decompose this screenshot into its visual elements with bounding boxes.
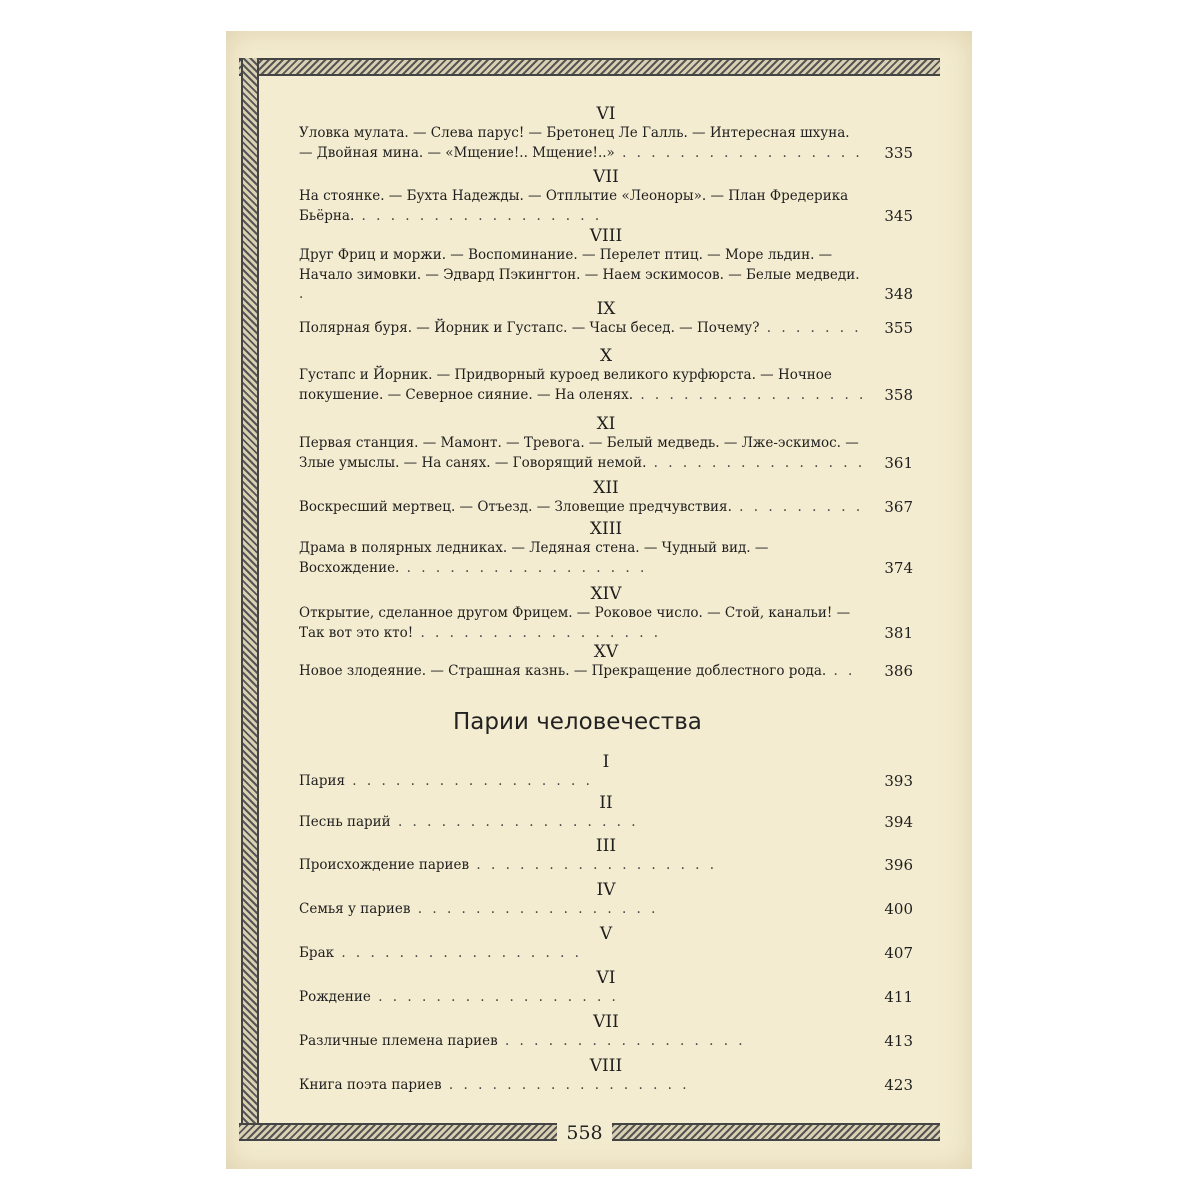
ornamental-border-bottom-right bbox=[612, 1123, 940, 1141]
page-number: 558 bbox=[566, 1122, 603, 1144]
chapter-title: Брак bbox=[299, 945, 335, 961]
chapter-title: Происхождение париев bbox=[299, 857, 470, 873]
chapter-numeral: III bbox=[595, 836, 617, 856]
chapter-entry bbox=[299, 813, 913, 833]
leader-dots: . . . . . . . . . . . . . . . . . bbox=[469, 857, 718, 873]
chapter-title: Книга поэта париев bbox=[299, 1077, 442, 1093]
toc-chapter bbox=[299, 104, 913, 163]
toc-chapter bbox=[299, 167, 913, 226]
toc-chapter bbox=[299, 968, 913, 1008]
chapter-entry bbox=[299, 772, 913, 792]
chapter-numeral: VIII bbox=[589, 226, 623, 246]
leader-dots: . . . . . . . . . . . . . . . . . bbox=[441, 1077, 690, 1093]
chapter-title: Пария bbox=[299, 773, 345, 789]
leader-dots: . . . . . . . . . . . . . . . . . bbox=[344, 773, 593, 789]
chapter-title: Рождение bbox=[299, 989, 371, 1005]
toc-chapter bbox=[299, 924, 913, 964]
leader-dots: . . . . . . . bbox=[759, 320, 862, 336]
chapter-entry bbox=[299, 434, 913, 473]
chapter-entry bbox=[299, 988, 913, 1008]
chapter-title: Драма в полярных ледниках. — Ледяная стена. — Чудный вид. — Восхождение. bbox=[299, 540, 769, 576]
chapter-page-number: 348 bbox=[884, 285, 913, 303]
chapter-page-number: 374 bbox=[884, 558, 913, 577]
leader-dots: . . . . . . . . . . . . . . . . bbox=[633, 386, 867, 403]
toc-chapter bbox=[299, 880, 913, 920]
toc-chapter bbox=[299, 226, 913, 305]
chapter-entry bbox=[299, 366, 913, 405]
chapter-page-number: 345 bbox=[884, 206, 913, 225]
toc-chapter bbox=[299, 584, 913, 643]
leader-dots: . . . . . . . . . . . . . . . . . bbox=[614, 144, 863, 161]
chapter-numeral: VI bbox=[596, 968, 616, 988]
toc-chapter bbox=[299, 1012, 913, 1052]
chapter-numeral: VIII bbox=[589, 1056, 623, 1076]
chapter-numeral: I bbox=[602, 752, 610, 772]
leader-dots: . . . . . . . . . . . . . . . . . bbox=[497, 1033, 746, 1049]
leader-dots: . . . . . . . . . . . . . . . . . bbox=[370, 989, 619, 1005]
chapter-page-number: 355 bbox=[884, 319, 913, 337]
chapter-title: Различные племена париев bbox=[299, 1033, 498, 1049]
chapter-title: Воскресший мертвец. — Отъезд. — Зловещие предчувствия. bbox=[299, 499, 732, 515]
toc-chapter bbox=[299, 478, 913, 518]
chapter-entry bbox=[299, 900, 913, 920]
chapter-page-number: 411 bbox=[884, 988, 913, 1006]
chapter-numeral: XII bbox=[593, 478, 619, 498]
leader-dots: . . . . . . . . . . . . . . . . . bbox=[334, 945, 582, 961]
chapter-numeral: XI bbox=[596, 414, 616, 434]
chapter-title: Семья у париев bbox=[299, 901, 411, 917]
leader-dots: . bbox=[299, 286, 307, 302]
leader-dots: . . . . . . . . . . . . . . . . . bbox=[399, 559, 648, 576]
toc-chapter bbox=[299, 836, 913, 876]
toc-chapter bbox=[299, 414, 913, 473]
chapter-page-number: 361 bbox=[884, 453, 913, 472]
leader-dots: . . bbox=[826, 663, 856, 679]
leader-dots: . . . . . . . . . . . . . . . . . bbox=[413, 624, 662, 641]
chapter-numeral: II bbox=[599, 793, 613, 813]
section-title: Парии человечества bbox=[453, 709, 702, 735]
chapter-entry bbox=[299, 944, 913, 964]
ornamental-border-bottom-left bbox=[239, 1123, 557, 1141]
leader-dots: . . . . . . . . . bbox=[731, 499, 864, 515]
chapter-page-number: 413 bbox=[884, 1032, 913, 1050]
ornamental-border-left bbox=[241, 58, 259, 1141]
chapter-title: Песнь парий bbox=[299, 814, 391, 830]
chapter-page-number: 393 bbox=[884, 772, 913, 790]
chapter-entry bbox=[299, 319, 913, 339]
chapter-entry bbox=[299, 187, 913, 226]
chapter-entry bbox=[299, 662, 913, 682]
chapter-numeral: VII bbox=[593, 1012, 619, 1032]
chapter-page-number: 423 bbox=[884, 1076, 913, 1094]
chapter-title: Новое злодеяние. — Страшная казнь. — Прекращение доблестного рода. bbox=[299, 663, 827, 679]
chapter-numeral: XV bbox=[593, 642, 619, 662]
chapter-page-number: 407 bbox=[884, 944, 913, 962]
toc-chapter bbox=[299, 642, 913, 682]
chapter-entry bbox=[299, 604, 913, 643]
chapter-numeral: IX bbox=[596, 299, 616, 319]
chapter-page-number: 367 bbox=[884, 498, 913, 516]
chapter-title: Полярная буря. — Йорник и Густапс. — Часы бесед. — Почему? bbox=[299, 320, 760, 336]
chapter-entry bbox=[299, 1076, 913, 1096]
chapter-entry bbox=[299, 124, 913, 163]
chapter-numeral: VI bbox=[596, 104, 616, 124]
leader-dots: . . . . . . . . . . . . . . . . . bbox=[390, 814, 639, 830]
chapter-page-number: 396 bbox=[884, 856, 913, 874]
chapter-title: Густапс и Йорник. — Придворный куроед великого курфюрста. — Ночное покушение. — Северное сияние. — На оленях. bbox=[299, 367, 832, 403]
leader-dots: . . . . . . . . . . . . . . . bbox=[646, 454, 866, 471]
chapter-numeral: V bbox=[599, 924, 613, 944]
chapter-title: На стоянке. — Бухта Надежды. — Отплытие «Леоноры». — План Фредерика Бьёрна. bbox=[299, 188, 849, 224]
chapter-page-number: 400 bbox=[884, 900, 913, 918]
chapter-title: Первая станция. — Мамонт. — Тревога. — Белый медведь. — Лже-эскимос. — Злые умыслы. — На санях. — Говорящий немой. bbox=[299, 435, 859, 471]
ornamental-border-top bbox=[239, 58, 940, 76]
chapter-entry bbox=[299, 1032, 913, 1052]
toc-chapter bbox=[299, 752, 913, 792]
chapter-page-number: 358 bbox=[884, 385, 913, 404]
leader-dots: . . . . . . . . . . . . . . . . . bbox=[410, 901, 659, 917]
chapter-title: Открытие, сделанное другом Фрицем. — Роковое число. — Стой, канальи! — Так вот это кто! bbox=[299, 605, 851, 641]
chapter-page-number: 335 bbox=[884, 143, 913, 162]
toc-chapter bbox=[299, 793, 913, 833]
chapter-entry bbox=[299, 856, 913, 876]
chapter-entry bbox=[299, 246, 913, 305]
chapter-page-number: 386 bbox=[884, 662, 913, 680]
leader-dots: . . . . . . . . . . . . . . . . . bbox=[354, 207, 603, 224]
toc-chapter bbox=[299, 1056, 913, 1096]
chapter-numeral: VII bbox=[593, 167, 619, 187]
chapter-title: Уловка мулата. — Слева парус! — Бретонец Ле Галль. — Интересная шхуна. — Двойная мина. — «Мщение!.. Мщение!..» bbox=[299, 125, 850, 161]
toc-chapter bbox=[299, 519, 913, 578]
chapter-numeral: XIII bbox=[589, 519, 623, 539]
chapter-page-number: 381 bbox=[884, 623, 913, 642]
chapter-numeral: IV bbox=[596, 880, 616, 900]
chapter-entry bbox=[299, 498, 913, 518]
chapter-entry bbox=[299, 539, 913, 578]
chapter-title: Друг Фриц и моржи. — Воспоминание. — Перелет птиц. — Море льдин. — Начало зимовки. — Эдвард Пэкингтон. — Наем эскимосов. — Белые медведи. bbox=[299, 247, 860, 283]
toc-chapter bbox=[299, 299, 913, 339]
chapter-numeral: X bbox=[599, 346, 613, 366]
chapter-page-number: 394 bbox=[884, 813, 913, 831]
toc-chapter bbox=[299, 346, 913, 405]
chapter-numeral: XIV bbox=[590, 584, 622, 604]
